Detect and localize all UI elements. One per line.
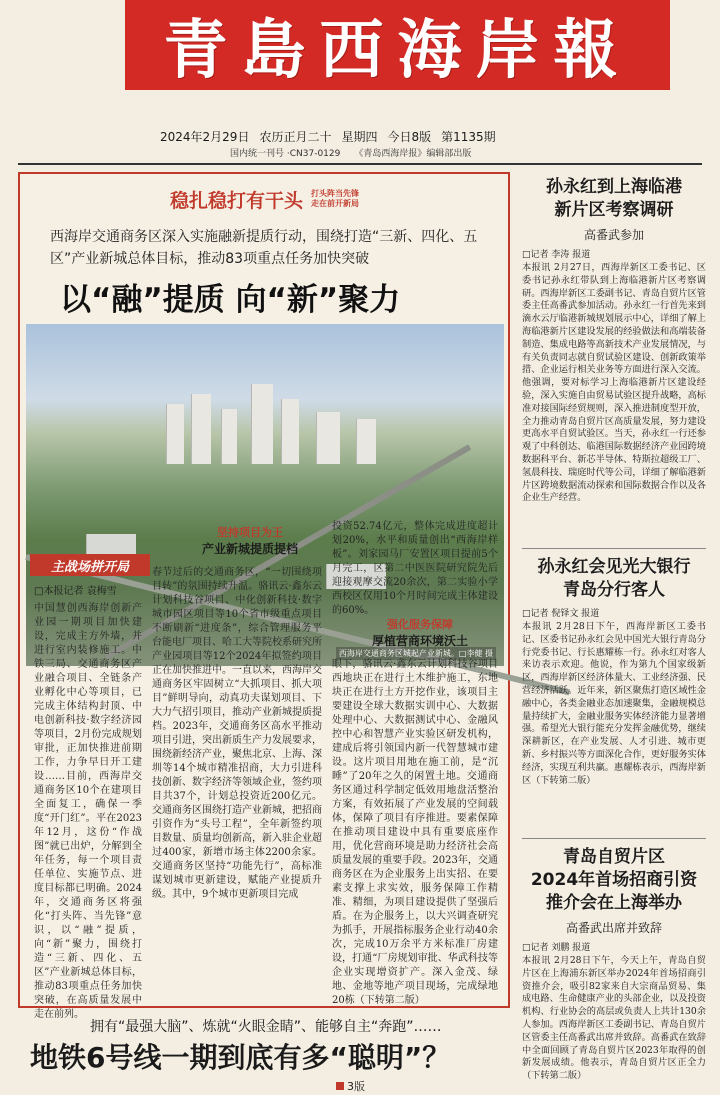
article-3-subtitle: 高番武出席并致辞 [565,921,662,935]
lead-subhead-2 [350,616,490,649]
photo-building [251,384,273,464]
article-3-title-line-2: 2024年首场招商引资 [530,870,698,890]
photo-building [281,399,299,464]
article-2-title-line-2: 青岛分行客人 [563,580,665,600]
lead-column-3b: 眼下，骆讯云·鑫东云计划科技谷项目西地块正在进行土木维护施工，东地块正在进行土方开挖作业，该项目主要建设全球大数据实训中心、大数据处理中心、大数据测试中心、金融风控中心和智慧产业实验区研发机构，建成后将引领国内新一代智慧城市建设。这片项目用地在施工前，是“沉睡”了20年之久的闲置土地。交通商务区通过科学制定低效用地盘活整治方案，有效拓展了产业发展的空间载体，保障了项目有序推进。要素保障在推动项目建设中具有重要底座作用，优化营商环境是助力经济社会高质量发展的重要手段。2023年，交通商务区在为企业服务上出实招、在要素支撑上求实效，服务保障工作精准、精细，为项目建设提供了坚强后盾。在为企服务上，以大兴调查研究为抓手，开展指标服务企业行动40余次，完成10万余平方米标准厂房建设，打通“厂房规划审批、华武科技等企业实现增资扩产。深入金茂、绿地、金地等地产项目现场，完成绿地20栋（下转第二版） [332,659,498,1006]
date: 2024年2月29日 [160,130,250,144]
article-1-byline: □记者 李涛 报道 [522,250,591,260]
article-2-title-line-1: 孙永红会见光大银行 [537,557,691,577]
photo-building [316,412,340,464]
kicker-side-2: 走在前开新局 [311,199,360,208]
article-1-title-line-1: 孙永红到上海临港 [546,177,682,197]
masthead [125,0,670,90]
subhead-2-line-2: 厚植营商环境沃土 [371,634,468,648]
article-3-title-line-1: 青岛自贸片区 [563,847,665,867]
lead-column-1: 中国慧创西海岸创新产业园一期项目加快建设，完成主方外墙，并进行室内装修施工。中铁三局、交通商务区产业融合项目、全链条产业孵化中心等项目，已完成主体结构封顶、中电创新科技·数字经济园等项目，2月份完成规划审批，正加快推进前期工作，力争早日开工建设……目前，西海岸交通商务区10个在建项目全面复工，确保一季度“开门红”。平在2023年12月，这份“作战图”就已出炉，分解到全年任务，每一个项目责任单位、实施节点、进度目标都已明确。2024年，交通商务区将强化“打头阵、当先锋”意识，以“融”提质，向“新”聚力，围绕打造“三新、四化、五区”产业新城总体目标，推动83项重点任务加快突破，在高质量发展中走在前列。 [34,603,142,1020]
teaser-kicker: 拥有“最强大脑”、炼就“火眼金睛”、能够自主“奔跑”…… [90,1019,442,1035]
lead-byline: □本报记者 袁梅雪 [34,586,117,597]
photo-building [191,394,211,464]
lead-headline: 以“融”提质 向“新”聚力 [60,282,401,318]
photo-building [221,409,237,464]
photo-building [86,534,136,554]
lead-subhead-1 [170,524,330,557]
lead-deck: 西海岸交通商务区深入实施融新提质行动，围绕打造“三新、四化、五区”产业新城总体目标，推动83项重点任务加快突破 [50,229,478,267]
subhead-1-line-2: 产业新城提质提档 [201,542,298,556]
article-1-title [522,176,706,222]
page-count: 今日8版 [387,130,432,144]
teaser-headline: 地铁6号线一期到底有多“聪明”？ [30,1041,451,1074]
lead-column-3: 投资52.74亿元，整体完成进度超计划20%，水平和质量创出“西海岸样板”。刘家园马厂安置区项目提前5个月完工，区第二中医医院研究院先后迎接观摩交流20余次，第二实验小学西校区仅用10个月时间完成主体建设的60%。 [332,521,498,616]
section-tag: 主战场拼开局 [30,554,150,576]
article-2-body: 本报讯 2月28日下午，西海岸新区工委书记、区委书记孙永红会见中国光大银行青岛分行党委书记、行长惠耀栋一行。孙永红对客人来访表示欢迎。他说，作为第九个国家级新区，西海岸新区经济体量大、工业经济强、民营经济活跃。近年来，新区聚焦打造区域性金融中心，各类金融业态加速聚集，金融规模总量持续扩大，金融业服务实体经济能力显著增强。希望光大银行能充分发挥金融优势，继续深耕新区，在产业发展、人才引进、城市更新、乡村振兴等方面深化合作，更好服务实体经济，实现互利共赢。惠耀栋表示，西海岸新区（下转第二版） [522,621,706,786]
page-marker-icon [336,1082,344,1090]
page-ref-label: 3版 [347,1080,365,1093]
lead-column-2: 春节过后的交通商务区，“一切围绕项目转”的氛围持续升温。骆讯云·鑫东云计划科技谷项目、中化创新科技·数字城市园区项目等10个省市级重点项目不断刷新“进度条”，综合管理服务平台能电厂项目、哈工大等院校系研究所产业园项目等12个2024年拟签约项目正在加快推进中。一直以来，西海岸交通商务区牢固树立“大抓项目、抓大项目”鲜明导向，动真功夫谋划项目、下大力气招引项目，推动产业新城提质提档。2023年，交通商务区高水平推动项目引进，突出新质生产力发展要求，围绕新经济产业，聚焦北京、上海、深圳等14个城市精准招商，大力引进科技创新、数字经济等领域企业，签约项目共37个，计划总投资近200亿元。交通商务区围绕打造产业新城，把招商引资作为“头号工程”，全年新签约项目数量、质量均创新高，新入驻企业超过400家，新增市场主体2200余家。交通商务区坚持“功能先行”，高标准谋划城市更新建设，赋能产业提质升级。其中，9个城市更新项目完成 [152,567,322,900]
article-3-title-line-3: 推介会在上海举办 [546,893,682,913]
article-1-subtitle: 高番武参加 [583,228,644,242]
subhead-1-line-1: 坚持项目为王 [217,526,283,539]
publication-code: 国内统一刊号 ·CN37-0129 [230,149,341,159]
subhead-2-line-1: 强化服务保障 [387,618,453,631]
teaser-page-ref[interactable] [336,1078,365,1094]
article-3-byline: □记者 刘鹏 报道 [522,943,591,953]
lead-kicker [170,184,420,214]
article-1-body: 本报讯 2月27日，西海岸新区工委书记、区委书记孙永红带队到上海临港新片区考察调研。西海岸新区工委副书记、青岛自贸片区管委主任高番武参加活动。孙永红一行首先来到滴水云厅临港新城规划展示中心，详细了解上海临港新片区建设发展的经验做法和高端装备制造、集成电路等高新技术产业发展情况，与有关负责同志就自贸试验区建设、创新政策举措、企业运行相关业务等方面进行深入交流。他强调，要对标学习上海临港新片区建设经验，深入实施自由贸易试验区提升战略，高标准对接国际经贸规则，深入推进制度型开放，全力推动青岛自贸片区高质量发展，努力建设更高水平自贸试验区。当天，孙永红一行还参观了中科创达、临港国际数据经济产业园跨境数据科平台、新芯半导体、特斯拉超级工厂、氢晨科技、瑞庭时代等公司，详细了解临港新片区跨境数据流动探索和国际数据合作以及各企业生产经营。 [522,262,706,504]
article-3-title [522,846,706,915]
article-1 [522,176,706,552]
masthead-title: 青島西海岸報 [163,13,632,88]
photo-building [356,419,376,464]
article-2-title [522,556,706,602]
lunar-date: 农历正月二十 [259,130,332,144]
lead-story [18,172,510,1020]
kicker-main: 稳扎稳打有干头 [170,189,304,212]
issue-info [230,146,660,159]
issue-number: 第1135期 [441,130,496,144]
article-3-body: 本报讯 2月28日下午，今天上午，青岛自贸片区在上海浦东新区举办2024年首场招商引资推介会，吸引82家来自大宗商品贸易、集成电路、生命健康产业的头部企业，以及投资机构、行业协会的高层或负责人上共计130余人参加。西海岸新区工委副书记、青岛自贸片区管委主任高番武出席并致辞。高番武在致辞中全面回顾了青岛自贸片区2023年取得的创新发展成绩。他表示，青岛自贸片区正全力（下转第二版） [522,955,706,1082]
photo-building [166,404,184,464]
kicker-side [311,189,359,209]
publisher: 《青岛西海岸报》编辑部出版 [354,149,472,159]
dateline [160,128,660,145]
article-2 [522,556,706,819]
divider [522,548,706,549]
weekday: 星期四 [341,130,378,144]
kicker-side-1: 打头阵当先锋 [311,189,360,198]
article-2-byline: □记者 倪铎文 报道 [522,609,600,619]
article-1-title-line-2: 新片区考察调研 [554,200,674,220]
photo-caption: 西海岸交通商务区城起产业新城。□李健 摄 [336,647,496,660]
divider [522,838,706,839]
header-rule [18,163,702,165]
